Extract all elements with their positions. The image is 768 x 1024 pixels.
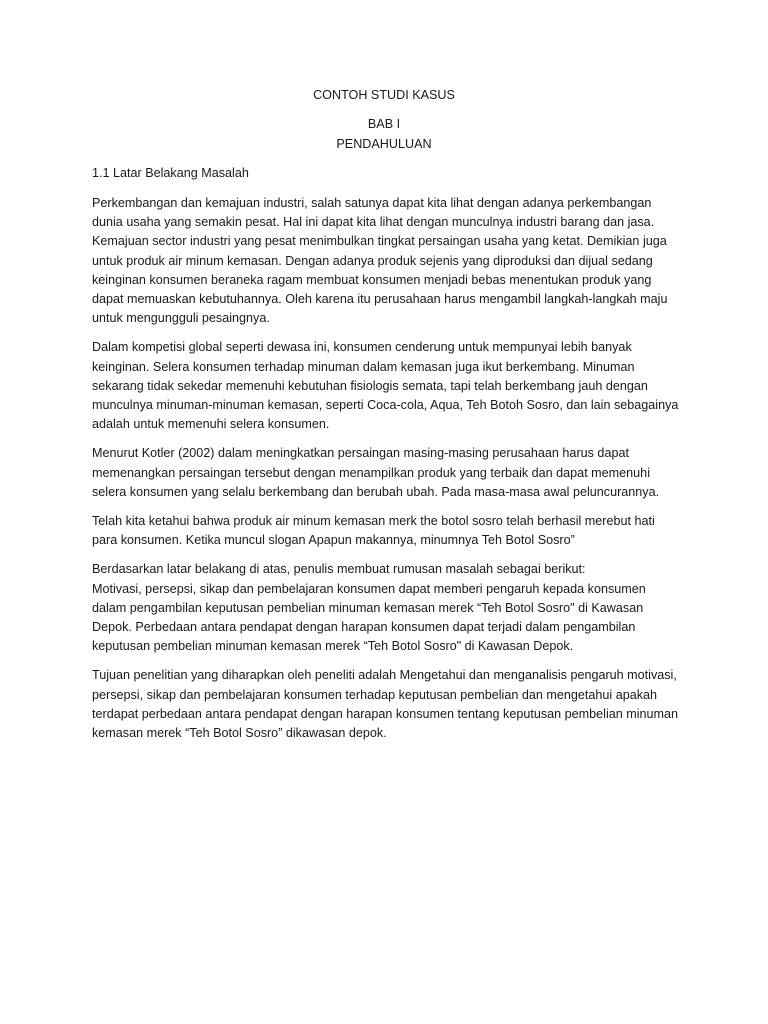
paragraph-slogan: Telah kita ketahui bahwa produk air minum kemasan merk the botol sosro telah berhasil merebut hati para konsumen. Ketika muncul slogan Apapun makannya, minumnya Teh Botol Sosro” xyxy=(92,514,655,548)
paragraph-global-competition: Dalam kompetisi global seperti dewasa ini, konsumen cenderung untuk mempunyai lebih banyak keinginan. Selera konsumen terhadap minuman dalam kemasan juga ikut berkembang. Minuman sekarang tidak sekedar memenuhi kebutuhan fisiologis semata, tapi telah berkembang jauh dengan munculnya minuman-minuman kemasan, seperti Coca-cola, Aqua, Teh Botoh Sosro, dan lain sebagainya adalah untuk memenuhi selera konsumen. xyxy=(92,340,679,432)
section-heading: 1.1 Latar Belakang Masalah xyxy=(92,166,249,180)
document-title: CONTOH STUDI KASUS xyxy=(313,88,455,102)
chapter-title: PENDAHULUAN xyxy=(336,137,432,151)
paragraph-research-objective: Tujuan penelitian yang diharapkan oleh peneliti adalah Mengetahui dan menganalisis pengaruh motivasi, persepsi, sikap dan pembelajaran konsumen terhadap keputusan pembelian dan mengetahui apakah terdapat perbedaan antara pendapat dengan harapan konsumen tentang keputusan pembelian minuman kemasan merek “Teh Botol Sosro” dikawasan depok. xyxy=(92,668,679,741)
chapter-number: BAB I xyxy=(367,117,401,131)
paragraph-problem-statement: Motivasi, persepsi, sikap dan pembelajaran konsumen dapat memberi pengaruh kepada konsumen dalam pengambilan keputusan pembelian minuman kemasan merek “Teh Botol Sosro" di Kawasan Depok. Perbedaan antara pendapat dengan harapan konsumen dapat terjadi dalam pengambilan keputusan pembelian minuman kemasan merek “Teh Botol Sosro" di Kawasan Depok. xyxy=(92,581,646,654)
paragraph-background: Perkembangan dan kemajuan industri, salah satunya dapat kita lihat dengan adanya perkembangan dunia usaha yang semakin pesat. Hal ini dapat kita lihat dengan munculnya industri barang dan jasa. Kemajuan sector industri yang pesat menimbulkan tingkat persaingan usaha yang ketat. Demikian juga untuk produk air minum kemasan. Dengan adanya produk sejenis yang diproduksi dan dijual sedang keinginan konsumen beraneka ragam membuat konsumen menjadi bebas menentukan produk yang dapat memuaskan kebutuhannya. Oleh karena itu perusahaan harus mengambil langkah-langkah maju untuk mengungguli pesaingnya. xyxy=(92,196,668,326)
body-text xyxy=(92,194,682,753)
paragraph-kotler: Menurut Kotler (2002) dalam meningkatkan persaingan masing-masing perusahaan harus dapat memenangkan persaingan tersebut dengan menampilkan produk yang terbaik dan dapat memenuhi selera konsumen yang selalu berkembang dan berubah ubah. Pada masa-masa awal peluncurannya. xyxy=(92,446,660,499)
paragraph-problem-intro: Berdasarkan latar belakang di atas, penulis membuat rumusan masalah sebagai berikut: xyxy=(92,562,586,577)
